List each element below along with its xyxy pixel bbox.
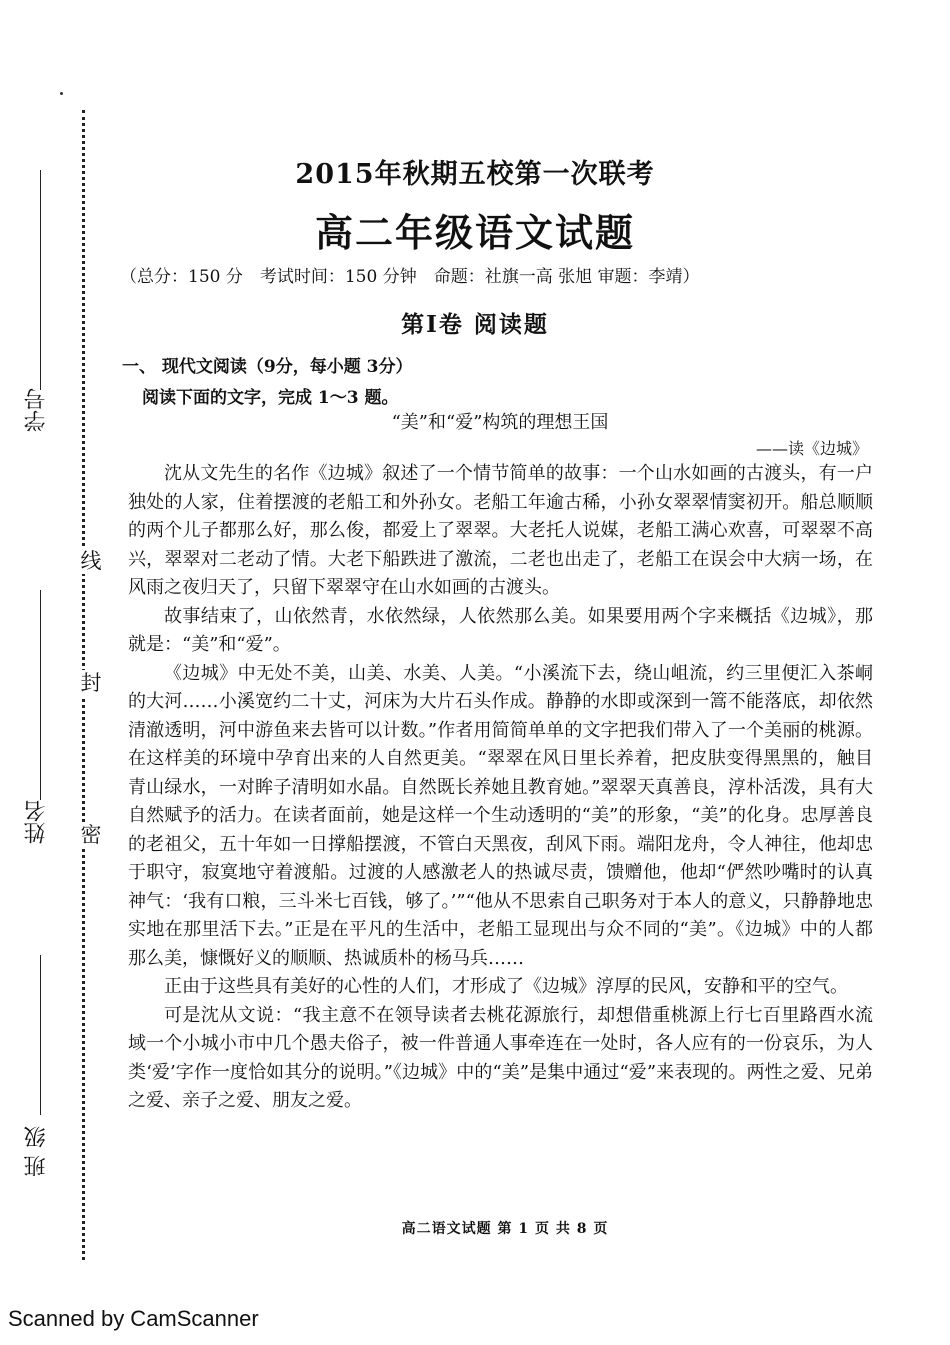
paper-title: 高二年级语文试题 [314,210,635,255]
article-paragraph: 正由于这些具有美好的心性的人们，才形成了《边城》淳厚的民风，安静和平的空气。 [164,976,848,997]
seal-char-feng: 封 [78,670,104,696]
class-underline [40,955,41,1115]
article-subtitle: ——读《边城》 [755,439,868,458]
article-paragraph: 故事结束了，山依然青，水依然绿，人依然那么美。如果要用两个字来概括《边城》，那就是：“美”和“爱”。 [128,605,873,655]
class-label: 班 级 [24,1126,49,1178]
article-paragraph: 可是沈从文说：“我主意不在领导读者去桃花源旅行，却想借重桃源上行七百里路酉水流域一个小城小市中几个愚夫俗子，被一件普通人事牵连在一处时，各人应有的一份哀乐，为人类‘爱’字作一度恰如其分的说明。”《边城》中的“美”是集中通过“爱”来表现的。两性之爱、兄弟之爱、亲子之爱、朋友之爱。 [128,1004,873,1111]
exam-title: 2015年秋期五校第一次联考 [295,159,655,190]
article-paragraph: 《边城》中无处不美，山美、水美、人美。“小溪流下去，绕山岨流，约三里便汇入茶峒的大河……小溪宽约二十丈，河床为大片石头作成。静静的水即或深到一篙不能落底，却依然清澈透明，河中游鱼来去皆可以计数。”作者用简简单单的文字把我们带入了一个美丽的桃源。在这样美的环境中孕育出来的人自然更美。“翠翠在风日里长养着，把皮肤变得黑黑的，触目青山绿水，一对眸子清明如水晶。自然既长养她且教育她。”翠翠天真善良，淳朴活泼，具有大自然赋予的活力。在读者面前，她是这样一个生动透明的“美”的形象，“美”的化身。忠厚善良的老祖父，五十年如一日撑船摆渡，不管白天黑夜，刮风下雨。端阳龙舟，令人神往，他却忠于职守，寂寞地守着渡船。过渡的人感激老人的热诚尽责，馈赠他，他却“俨然吵嘴时的认真神气：‘我有口粮，三斗米七百钱，够了。’”“他从不思索自己职务对于本人的意义，只静静地忠实地在那里活下去。”正是在平凡的生活中，老船工显现出与众不同的“美”。《边城》中的人都那么美，慷慨好义的顺顺、热诚质朴的杨马兵…… [128,662,873,969]
part-heading: 一、 现代文阅读（9分，每小题 3分） [122,357,413,377]
seal-char-mi: 密 [78,822,104,848]
name-label: 姓名 [24,800,49,844]
scan-speck [60,92,63,95]
camscanner-watermark: Scanned by CamScanner [8,1306,259,1331]
section-title: 第Ⅰ卷 阅读题 [401,311,549,338]
question-instruction: 阅读下面的文字，完成 1～3 题。 [142,388,399,408]
article-body [128,460,873,1116]
student-id-label: 学号 [24,388,49,432]
seal-char-xian: 线 [78,548,104,574]
exam-info: （总分：150 分 考试时间：150 分钟 命题：社旗一高 张旭 审题：李靖） [120,267,700,287]
article-paragraph: 沈从文先生的名作《边城》叙述了一个情节简单的故事：一个山水如画的古渡头，有一户独处的人家，住着摆渡的老船工和外孙女。老船工年逾古稀，小孙女翠翠情窦初开。船总顺顺的两个儿子都那么好，那么俊，都爱上了翠翠。大老托人说媒，老船工满心欢喜，可翠翠不高兴，翠翠对二老动了情。大老下船跌进了激流，二老也出走了，老船工在误会中大病一场，在风雨之夜归天了，只留下翠翠守在山水如画的古渡头。 [128,463,873,598]
name-underline [40,590,41,800]
name-field[interactable] [18,560,58,880]
page-footer: 高二语文试题 第 1 页 共 8 页 [401,1221,609,1237]
article-title: “美”和“爱”构筑的理想王国 [391,412,609,433]
